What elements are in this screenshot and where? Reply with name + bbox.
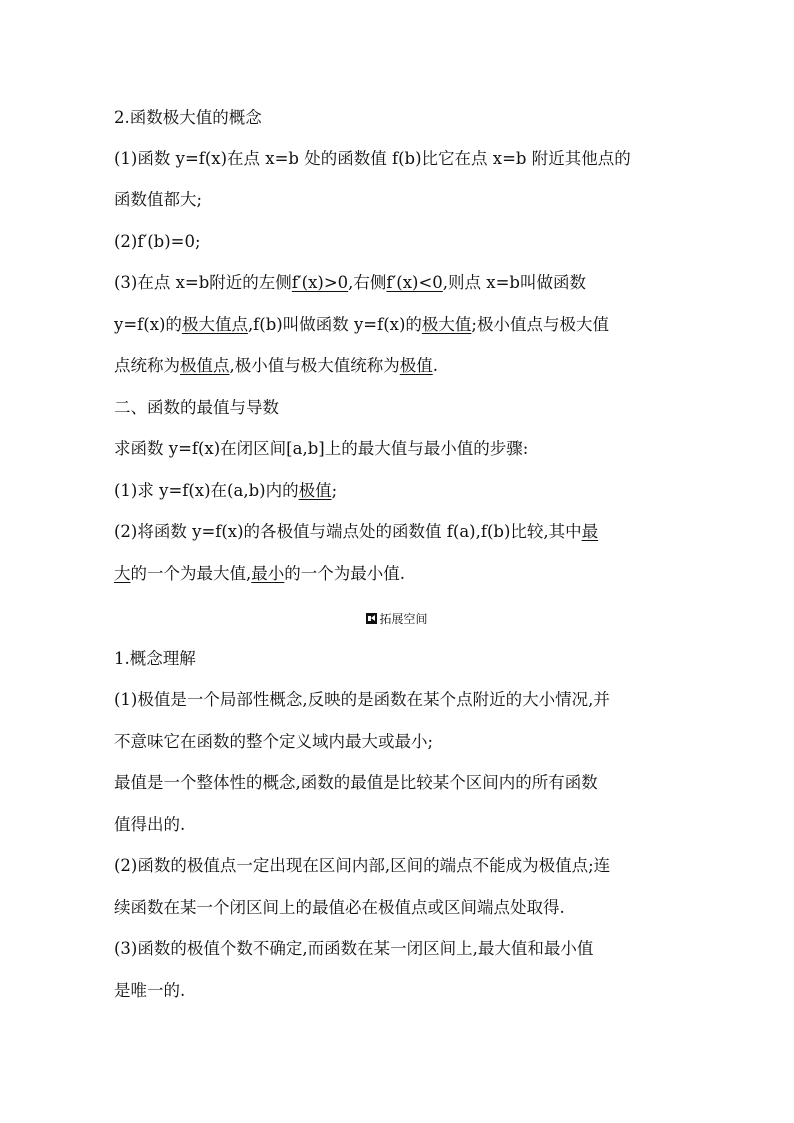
paragraph-line: (3)函数的极值个数不确定,而函数在某一闭区间上,最大值和最小值 (114, 939, 594, 958)
text-run: (2)将函数 y=f(x)的各极值与端点处的函数值 f(a),f(b)比较,其中 (114, 522, 582, 541)
text-run: . (432, 356, 438, 375)
paragraph-line (114, 562, 684, 586)
paragraph-line (114, 479, 684, 503)
text-run: 的一个为最大值, (130, 564, 252, 583)
text-run: ,则点 x=b叫做函数 (442, 273, 586, 292)
paragraph-line (114, 354, 684, 378)
paragraph-line: 最值是一个整体性的概念,函数的最值是比较某个区间内的所有函数 (114, 773, 598, 792)
paragraph-line: (2)f′(b)=0; (114, 232, 201, 251)
paragraph-line: (1)极值是一个局部性概念,反映的是函数在某个点附近的大小情况,并 (114, 690, 610, 709)
underlined-answer: 极大值点 (181, 315, 248, 334)
text-run: (3)在点 x=b附近的左侧 (114, 273, 292, 292)
text-run: 点统称为 (114, 356, 180, 375)
paragraph-line: 值得出的. (114, 815, 186, 834)
underlined-answer: 极值点 (180, 356, 230, 375)
text-run: ;极小值点与极大值 (471, 315, 609, 334)
text-run: ,右侧 (348, 273, 387, 292)
paragraph-line (114, 271, 684, 295)
underlined-answer: 极值 (298, 481, 332, 500)
paragraph-line: 求函数 y=f(x)在闭区间[a,b]上的最大值与最小值的步骤: (114, 439, 529, 458)
text-run: y=f(x)的 (114, 315, 182, 334)
badge-label: 拓展空间 (379, 612, 428, 626)
underlined-answer: f′(x)<0 (386, 273, 443, 292)
text-run: ,极小值与极大值统称为 (229, 356, 400, 375)
paragraph-line: 函数值都大; (114, 190, 203, 209)
text-run: ,f(b)叫做函数 y=f(x)的 (247, 315, 422, 334)
speaker-icon (366, 613, 377, 624)
section-badge (0, 610, 794, 628)
paragraph-line: (2)函数的极值点一定出现在区间内部,区间的端点不能成为极值点;连 (114, 856, 611, 875)
section-heading: 二、函数的最值与导数 (114, 398, 279, 417)
paragraph-line: (1)函数 y=f(x)在点 x=b 处的函数值 f(b)比它在点 x=b 附近其他点的 (114, 149, 631, 168)
paragraph-line (114, 520, 684, 544)
paragraph-line (114, 313, 684, 337)
underlined-answer: 极大值 (421, 315, 472, 334)
underlined-answer: 最小 (251, 564, 285, 583)
underlined-answer: f′(x)>0 (291, 273, 349, 292)
underlined-answer: 最 (581, 522, 599, 541)
section-title: 2.函数极大值的概念 (114, 108, 262, 127)
paragraph-line: 不意味它在函数的整个定义域内最大或最小; (114, 732, 434, 751)
text-run: (1)求 y=f(x)在(a,b)内的 (114, 481, 299, 500)
underlined-answer: 极值 (399, 356, 433, 375)
text-run: ; (331, 481, 338, 500)
underlined-answer: 大 (114, 564, 131, 583)
paragraph-line: 续函数在某一个闭区间上的最值必在极值点或区间端点处取得. (114, 898, 565, 917)
text-run: 的一个为最小值. (284, 564, 405, 583)
paragraph-line: 是唯一的. (114, 981, 186, 1000)
section-title: 1.概念理解 (114, 649, 196, 668)
